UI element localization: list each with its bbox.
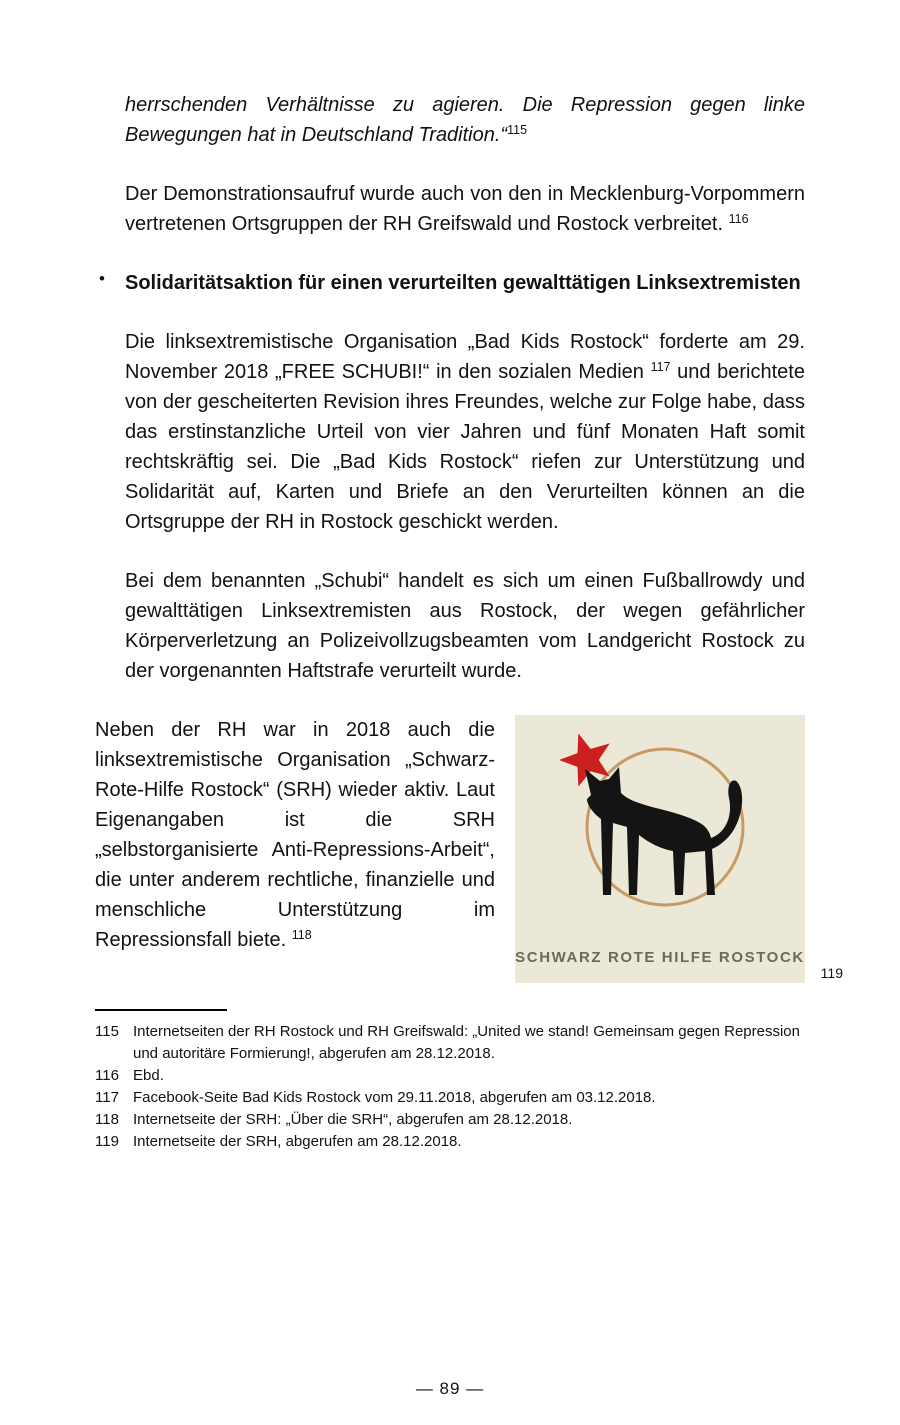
srh-logo-image — [515, 715, 805, 983]
footnote-text: Internetseite der SRH, abgerufen am 28.12.2018. — [133, 1133, 462, 1150]
paragraph-demonstration-text: Der Demonstrationsaufruf wurde auch von den in Mecklenburg-Vorpommern vertretenen Ortsgruppen der RH Greifswald und Rostock verbreitet. — [125, 183, 805, 235]
footnote-separator — [95, 1009, 227, 1011]
logo-caption-text: SCHWARZ ROTE HILFE ROSTOCK — [515, 949, 805, 966]
quote-block — [125, 90, 805, 150]
paragraph-badkids-text-after: und berichtete von der gescheiterten Revision ihres Freundes, welche zur Folge habe, dass das erstinstanzliche Urteil von vier Jahren und fünf Monaten Haft somit rechtskräftig sei. Die „Bad Kids Rostock“ riefen zur Unterstützung und Solidarität auf, Karten und Briefe an den Verurteilten können an die Ortsgruppe der RH in Rostock geschickt werden. — [125, 361, 805, 533]
footnote-text: Internetseiten der RH Rostock und RH Greifswald: „United we stand! Gemeinsam gegen Repression und autoritäre Formierung!, abgerufen am 28.12.2018. — [133, 1023, 800, 1062]
paragraph-schubi-text: Bei dem benannten „Schubi“ handelt es sich um einen Fußballrowdy und gewalttätigen Linksextremisten aus Rostock, der wegen gefährlicher Körperverletzung an Polizeivollzugsbeamten vom Landgericht Rostock zu der vorgenannten Haftstrafe verurteilt wurde. — [125, 570, 805, 682]
figure-footnote-ref-119: 119 — [820, 965, 843, 981]
paragraph-badkids — [125, 327, 805, 537]
footnote-row — [95, 1087, 805, 1109]
footnote-number: 119 — [95, 1133, 119, 1150]
paragraph-srh — [95, 715, 495, 983]
footnote-number: 118 — [95, 1111, 119, 1128]
footnote-text: Internetseite der SRH: „Über die SRH“, abgerufen am 28.12.2018. — [133, 1111, 573, 1128]
page-number: — 89 — — [415, 1379, 485, 1398]
footnote-row — [95, 1065, 805, 1087]
footnote-number: 117 — [95, 1089, 119, 1106]
footnote-ref-117: 117 — [650, 360, 671, 374]
footnote-number: 115 — [95, 1023, 119, 1040]
paragraph-demonstration — [125, 179, 805, 239]
srh-section — [95, 715, 843, 983]
footnote-ref-115: 115 — [507, 123, 528, 137]
quote-text: herrschenden Verhältnisse zu agieren. Die Repression gegen linke Bewegungen hat in Deutschland Tradition.“ — [125, 94, 805, 146]
footnote-row — [95, 1109, 805, 1131]
paragraph-schubi — [125, 566, 805, 686]
paragraph-srh-text: Neben der RH war in 2018 auch die linksextremistische Organisation „Schwarz-Rote-Hilfe Rostock“ (SRH) wieder aktiv. Laut Eigenangaben ist die SRH „selbstorganisierte Anti-Repressions-Arbeit“, die unter anderem rechtliche, finanzielle und menschliche Unterstützung im Repressionsfall biete. — [95, 719, 495, 951]
footnote-row — [95, 1131, 805, 1153]
footnotes-block — [95, 1021, 805, 1153]
logo-background — [515, 715, 805, 983]
section-heading: Solidaritätsaktion für einen verurteilten gewalttätigen Linksextremisten — [125, 272, 801, 294]
footnote-number: 116 — [95, 1067, 119, 1084]
paragraph-badkids-text-before: Die linksextremistische Organisation „Bad Kids Rostock“ forderte am 29. November 2018 „FREE SCHUBI!“ in den sozialen Medien — [125, 331, 805, 383]
bullet-marker: • — [99, 269, 105, 288]
footnote-text: Facebook-Seite Bad Kids Rostock vom 29.11.2018, abgerufen am 03.12.2018. — [133, 1089, 656, 1106]
footnote-row — [95, 1021, 805, 1065]
footnote-text: Ebd. — [133, 1067, 164, 1084]
footnote-ref-116: 116 — [728, 212, 749, 226]
srh-logo-figure — [515, 715, 843, 983]
footnote-ref-118: 118 — [291, 928, 312, 942]
section-heading-block — [99, 268, 805, 298]
